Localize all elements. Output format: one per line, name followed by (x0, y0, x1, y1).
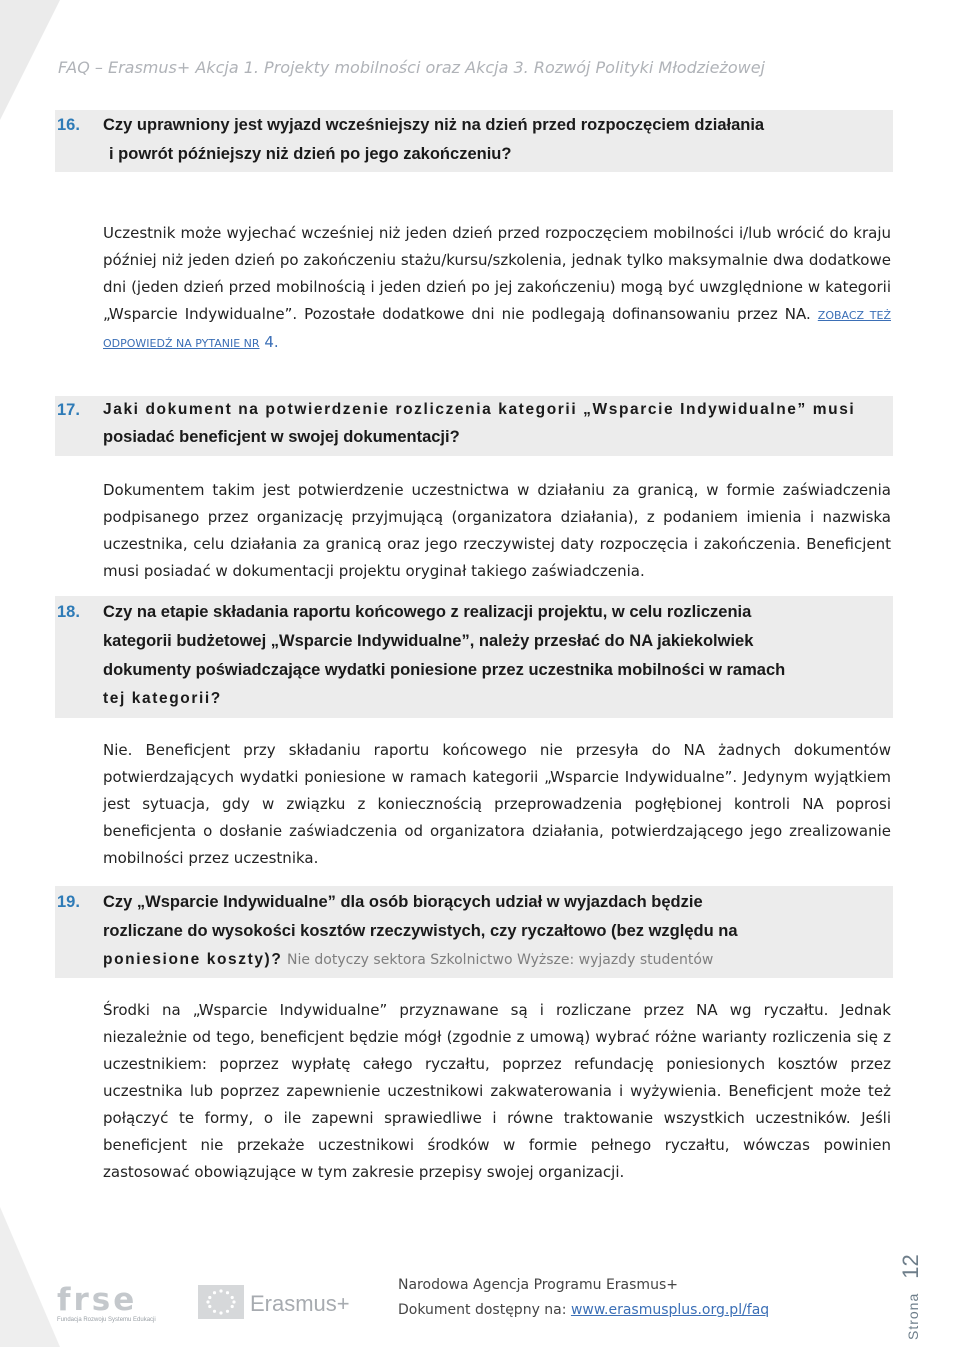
answer-16 (103, 220, 891, 357)
erasmus-plus-logo (198, 1285, 348, 1321)
question-text-line: Czy na etapie składania raportu końcowego z realizacji projektu, w celu rozliczenia (103, 603, 752, 621)
question-number: 17. (57, 401, 80, 419)
page-header: FAQ – Erasmus+ Akcja 1. Projekty mobilności oraz Akcja 3. Rozwój Polityki Młodzieżowej (58, 58, 765, 77)
question-text-line: Czy „Wsparcie Indywidualne” dla osób biorących udział w wyjazdach będzie (103, 893, 703, 911)
question-17 (55, 396, 893, 456)
footer-document-label: Dokument dostępny na: (398, 1302, 567, 1318)
frse-logo-subtitle: Fundacja Rozwoju Systemu Edukacji (57, 1317, 156, 1323)
answer-text: Środki na „Wsparcie Indywidualne” przyznawane są i rozliczane przez NA wg ryczałtu. Jednak niezależnie od tego, beneficjent będzie mógł (zgodnie z umową) wybrać różne warianty rozliczenia się z uczestnikiem: poprzez wypłatę całego ryczałtu, poprzez refundację poniesionych kosztów przez uczestnika lub poprzez zapewnienie uczestnikowi zakwaterowania i wyżywienia. Beneficjent może też połączyć te formy, o ile zapewni sprawiedliwe i równe traktowanie wszystkich uczestników. Jeśli beneficjent nie przekaże uczestnikowi środków w formie pełnego ryczałtu, wówczas powinien zastosować obowiązujące w tym zakresie przepisy swojej organizacji. (103, 1001, 891, 1181)
corner-decoration-bottom (0, 1207, 60, 1347)
footer-url-link[interactable]: www.erasmusplus.org.pl/faq (570, 1302, 770, 1318)
footer-agency: Narodowa Agencja Programu Erasmus+ (398, 1277, 678, 1293)
question-number: 18. (57, 603, 80, 621)
question-text-line: dokumenty poświadczające wydatki poniesione przez uczestnika mobilności w ramach (103, 661, 786, 679)
question-number: 16. (57, 116, 80, 134)
answer-18 (103, 737, 891, 872)
question-text-line: posiadać beneficjent w swojej dokumentacji? (103, 428, 460, 446)
frse-logo-mark: frse (57, 1282, 138, 1318)
question-text-line: kategorii budżetowej „Wsparcie Indywidualne”, należy przesłać do NA jakiekolwiek (103, 632, 754, 650)
eu-flag-icon (198, 1285, 244, 1319)
question-18 (55, 596, 893, 718)
question-text-line: Jaki dokument na potwierdzenie rozliczenia kategorii „Wsparcie Indywidualne” musi (103, 401, 856, 418)
page-label: Strona (905, 1292, 921, 1340)
question-16 (55, 110, 893, 172)
question-note: Nie dotyczy sektora Szkolnictwo Wyższe: wyjazdy studentów (286, 952, 714, 968)
answer-19 (103, 997, 891, 1186)
frse-logo (57, 1284, 157, 1326)
question-text-line: i powrót późniejszy niż dzień po jego zakończeniu? (109, 145, 512, 163)
question-text-line: Czy uprawniony jest wyjazd wcześniejszy niż na dzień przed rozpoczęciem działania (103, 116, 765, 134)
answer-text: Nie. Beneficjent przy składaniu raportu końcowego nie przesyła do NA żadnych dokumentów potwierdzających wydatki poniesione w ramach kategorii „Wsparcie Indywidualne”. Jedynym wyjątkiem jest sytuacja, gdy w związku z koniecznością przeprowadzenia pogłębionej kontroli NA poprosi beneficjenta o dosłanie zaświadczenia od organizatora działania, potwierdzającego jego zrealizowanie mobilności przez uczestnika. (103, 741, 891, 867)
page-number-value: 12 (898, 1254, 923, 1279)
see-also-link[interactable]: ZOBACZ TEŻ ODPOWIEDŹ NA PYTANIE NR (103, 309, 891, 350)
question-number: 19. (57, 893, 80, 911)
question-text-line: rozliczane do wysokości kosztów rzeczywistych, czy ryczałtowo (bez względu na (103, 922, 738, 940)
answer-text: Dokumentem takim jest potwierdzenie uczestnictwa w działaniu za granicą, w formie zaświadczenia podpisanego przez organizację przyjmującą (organizatora działania), z podaniem imienia i nazwiska uczestnika, celu działania za granicą oraz jego rzeczywistej daty rozpoczęcia i zakończenia. Beneficjent musi posiadać w dokumentacji projektu oryginał takiego zaświadczenia. (103, 481, 891, 580)
see-also-link-number[interactable]: 4. (264, 333, 279, 351)
question-19 (55, 886, 893, 978)
answer-text: Uczestnik może wyjechać wcześniej niż jeden dzień przed rozpoczęciem mobilności i/lub wrócić do kraju później niż jeden dzień po zakończeniu stażu/kursu/szkolenia, jednak tylko maksymalnie dwa dodatkowe dni (jeden dzień przed mobilnością i jeden dzień po jej zakończeniu) mogą być uwzględnione w kategorii „Wsparcie Indywidualne”. Pozostałe dodatkowe dni nie podlegają dofinansowaniu przez NA. (103, 224, 891, 323)
page-number (898, 1254, 924, 1340)
corner-decoration-top (0, 0, 60, 120)
question-text-line: tej kategorii? (103, 690, 222, 707)
question-text-line: poniesione koszty)? (103, 951, 283, 968)
erasmus-plus-wordmark: Erasmus+ (250, 1291, 350, 1316)
footer-document-line (398, 1302, 769, 1318)
answer-17 (103, 477, 891, 585)
